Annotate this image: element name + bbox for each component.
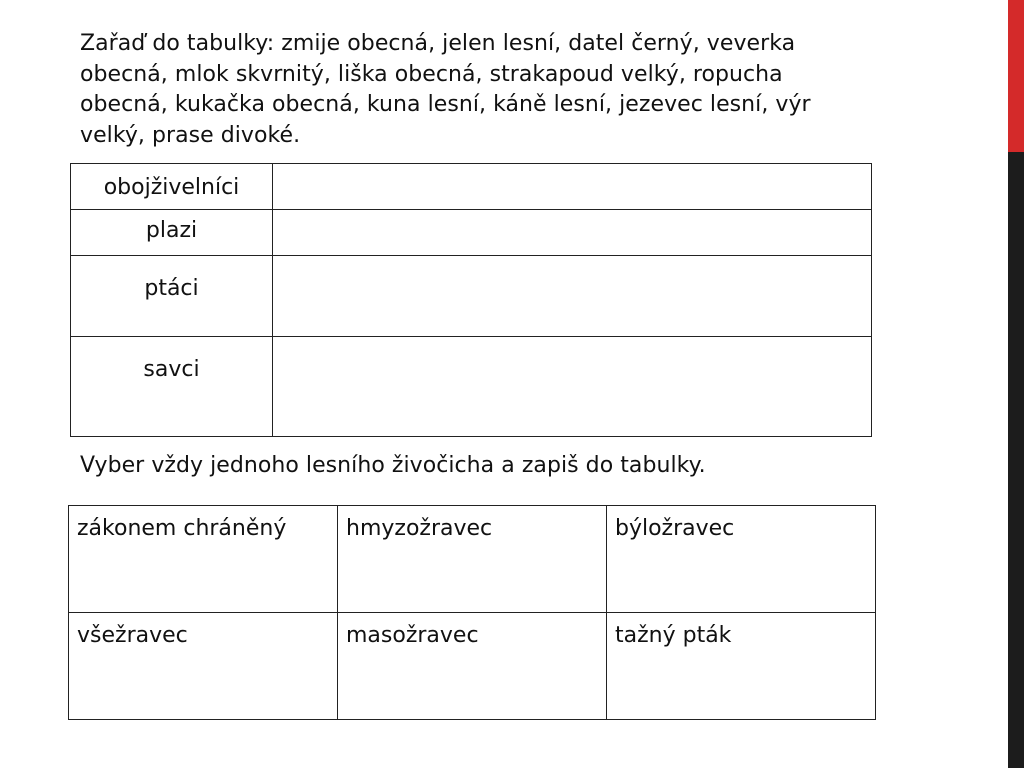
edge-accent-red bbox=[1008, 0, 1024, 152]
category-cell[interactable] bbox=[69, 506, 338, 613]
answer-cell[interactable] bbox=[273, 337, 872, 437]
class-label: ptáci bbox=[144, 276, 199, 301]
category-label: zákonem chráněný bbox=[77, 516, 287, 541]
class-label: plazi bbox=[145, 218, 198, 243]
classification-table bbox=[70, 163, 872, 437]
answer-cell[interactable] bbox=[273, 210, 872, 256]
class-label: savci bbox=[143, 357, 200, 382]
category-label: všežravec bbox=[77, 623, 188, 648]
category-label: tažný pták bbox=[615, 623, 732, 648]
category-table bbox=[68, 505, 876, 720]
class-label-cell bbox=[71, 337, 273, 437]
instruction-classify: Zařaď do tabulky: zmije obecná, jelen lesní, datel černý, veverka obecná, mlok skvrnitý, liška obecná, strakapoud velký, ropucha obecná, kukačka obecná, kuna lesní, káně lesní, jezevec lesní, výr velký, prase divoké. bbox=[80, 31, 811, 148]
category-cell[interactable] bbox=[338, 613, 607, 720]
category-cell[interactable] bbox=[338, 506, 607, 613]
category-cell[interactable] bbox=[607, 613, 876, 720]
category-cell[interactable] bbox=[607, 506, 876, 613]
category-label: hmyzožravec bbox=[346, 516, 493, 541]
category-label: býložravec bbox=[615, 516, 735, 541]
instruction-choose: Vyber vždy jednoho lesního živočicha a zapiš do tabulky. bbox=[80, 453, 706, 478]
table-row bbox=[71, 164, 872, 210]
category-label: masožravec bbox=[346, 623, 479, 648]
table-row bbox=[69, 613, 876, 720]
table-row bbox=[71, 256, 872, 337]
class-label-cell bbox=[71, 256, 273, 337]
table-row bbox=[71, 210, 872, 256]
answer-cell[interactable] bbox=[273, 256, 872, 337]
table-row bbox=[69, 506, 876, 613]
table-row bbox=[71, 337, 872, 437]
class-label: obojživelníci bbox=[103, 175, 240, 200]
class-label-cell bbox=[71, 210, 273, 256]
edge-accent-dark bbox=[1008, 152, 1024, 768]
category-cell[interactable] bbox=[69, 613, 338, 720]
class-label-cell bbox=[71, 164, 273, 210]
answer-cell[interactable] bbox=[273, 164, 872, 210]
